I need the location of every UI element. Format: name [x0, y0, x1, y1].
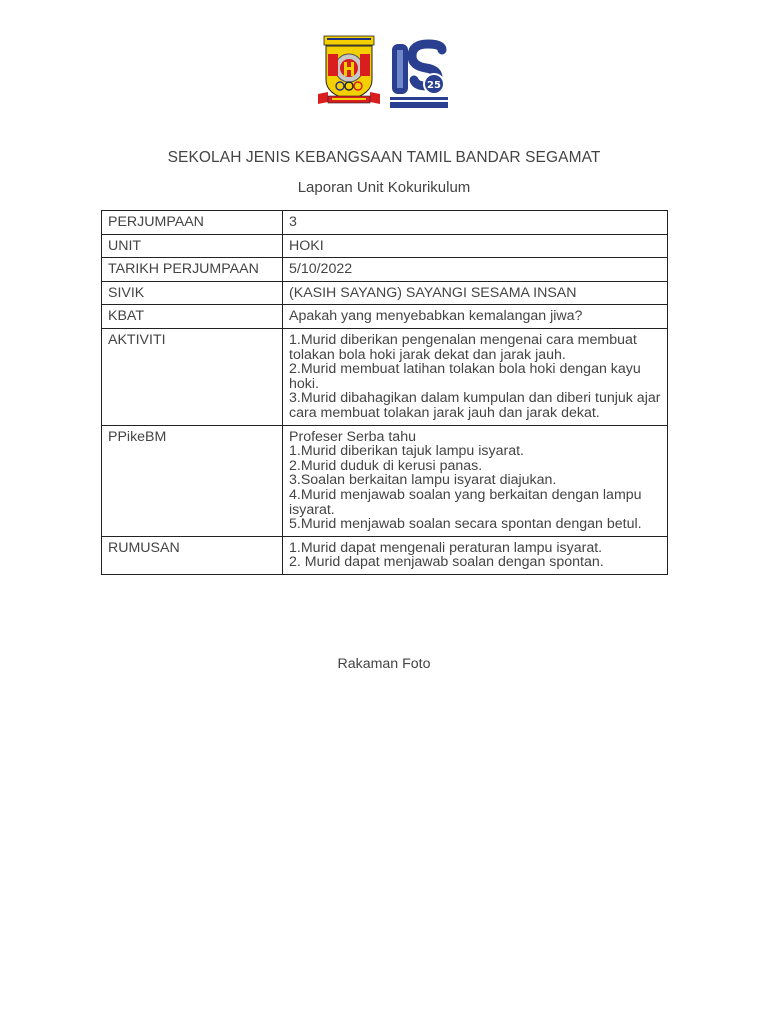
row-label: TARIKH PERJUMPAAN: [102, 258, 283, 282]
table-row: [102, 258, 668, 282]
report-title: Laporan Unit Kokurikulum: [297, 179, 471, 196]
value-line: 2. Murid dapat menjawab soalan dengan spontan.: [289, 554, 604, 571]
row-label: PPikeBM: [102, 425, 283, 536]
row-value: [283, 281, 668, 305]
value-line: 3.Soalan berkaitan lampu isyarat diajukan.: [289, 472, 557, 489]
row-value: [283, 258, 668, 282]
value-line: (KASIH SAYANG) SAYANGI SESAMA INSAN: [289, 284, 577, 301]
photo-caption: Rakaman Foto: [337, 656, 431, 672]
value-line: 3: [289, 214, 297, 230]
row-label: KBAT: [102, 305, 283, 329]
row-label: SIVIK: [102, 281, 283, 305]
value-line: 3.Murid dibahagikan dalam kumpulan dan diberi tunjuk ajar cara membuat tolakan jarak jauh dan jarak dekat.: [289, 390, 661, 421]
value-line: 1.Murid dapat mengenali peraturan lampu isyarat.: [289, 539, 603, 556]
value-line: 1.Murid diberikan tajuk lampu isyarat.: [289, 443, 524, 460]
value-line: 2.Murid duduk di kerusi panas.: [289, 457, 483, 474]
value-line: 4.Murid menjawab soalan yang berkaitan dengan lampu isyarat.: [289, 486, 642, 518]
row-value: [283, 536, 668, 574]
table-row: [102, 328, 668, 425]
row-value: [283, 234, 668, 258]
logo-bar: [0, 34, 768, 110]
value-line: 2.Murid membuat latihan tolakan bola hoki dengan kayu hoki.: [289, 361, 641, 392]
badge-number: 25: [427, 80, 441, 91]
table-row: [102, 281, 668, 305]
value-line: Apakah yang menyebabkan kemalangan jiwa?: [289, 308, 583, 325]
value-line: 5.Murid menjawab soalan secara spontan dengan betul.: [289, 516, 642, 533]
value-line: Profeser Serba tahu: [289, 428, 416, 445]
value-line: 1.Murid diberikan pengenalan mengenai cara membuat tolakan bola hoki jarak dekat dan jarak jauh.: [289, 331, 637, 363]
report-table: [101, 210, 668, 575]
table-row: [102, 536, 668, 574]
row-value: [283, 305, 668, 329]
anniversary-25-badge-icon: [388, 34, 450, 110]
table-row: [102, 211, 668, 235]
table-row: [102, 425, 668, 536]
row-value: [283, 328, 668, 425]
row-value: [283, 425, 668, 536]
table-row: [102, 305, 668, 329]
school-crest-icon: [318, 34, 380, 110]
row-label: RUMUSAN: [102, 536, 283, 574]
table-row: [102, 234, 668, 258]
row-label: UNIT: [102, 234, 283, 258]
value-line: HOKI: [289, 237, 324, 254]
row-label: PERJUMPAAN: [102, 211, 283, 235]
school-name: SEKOLAH JENIS KEBANGSAAN TAMIL BANDAR SEGAMAT: [167, 149, 601, 166]
row-label: AKTIVITI: [102, 328, 283, 425]
row-value: [283, 211, 668, 235]
value-line: 5/10/2022: [289, 261, 353, 278]
